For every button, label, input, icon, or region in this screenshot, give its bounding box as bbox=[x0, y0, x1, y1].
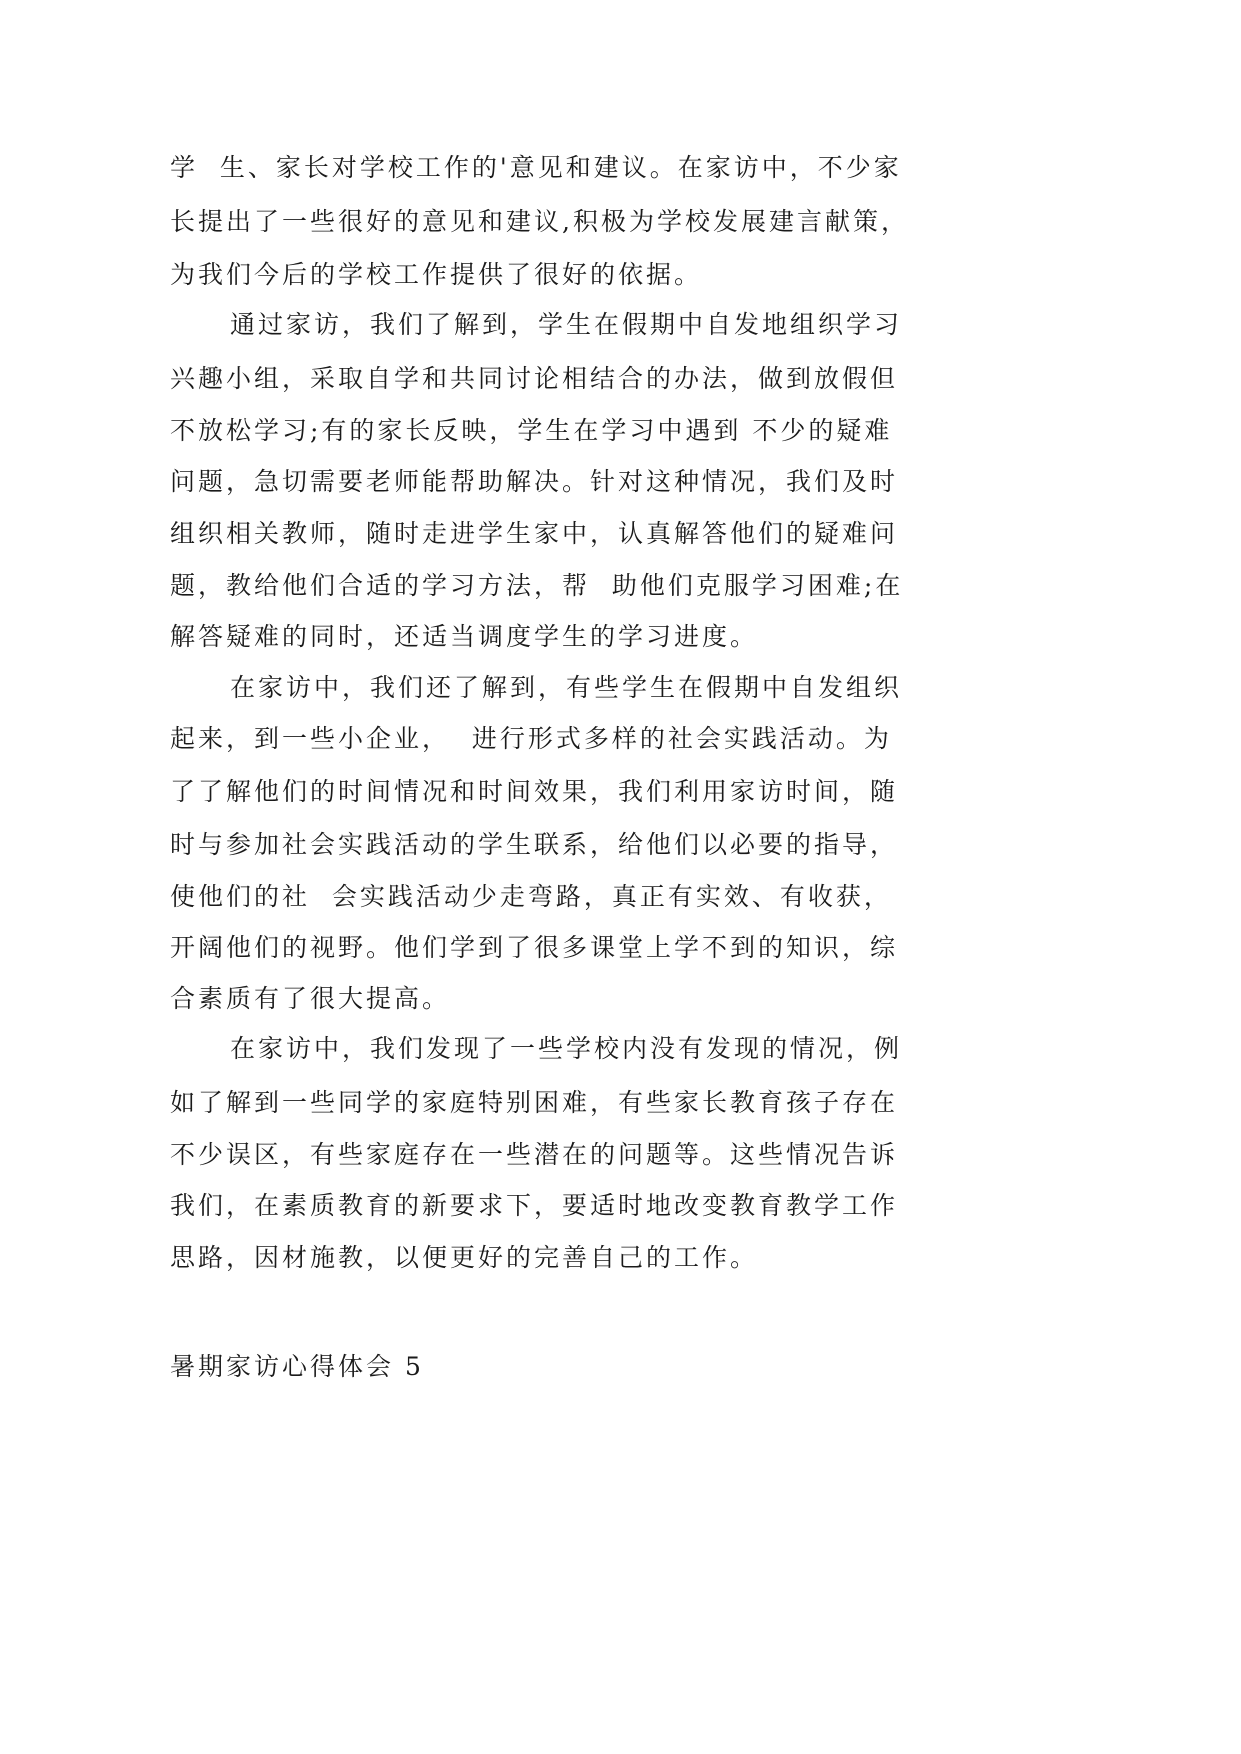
paragraph-line: 兴趣小组，采取自学和共同讨论相结合的办法，做到放假但 bbox=[170, 364, 899, 393]
section-heading: 暑期家访心得体会 5 bbox=[170, 1352, 424, 1381]
paragraph-line: 为我们今后的学校工作提供了很好的依据。 bbox=[170, 260, 703, 289]
paragraph-line: 在家访中，我们发现了一些学校内没有发现的情况，例 bbox=[230, 1034, 903, 1063]
paragraph-line: 通过家访，我们了解到，学生在假期中自发地组织学习 bbox=[230, 310, 903, 339]
paragraph-line: 解答疑难的同时，还适当调度学生的学习进度。 bbox=[170, 622, 759, 651]
paragraph-line: 起来，到一些小企业， 进行形式多样的社会实践活动。为 bbox=[170, 724, 892, 753]
paragraph-line: 了了解他们的时间情况和时间效果，我们利用家访时间，随 bbox=[170, 777, 899, 806]
paragraph-line: 思路，因材施教，以便更好的完善自己的工作。 bbox=[170, 1243, 759, 1272]
paragraph-line: 合素质有了很大提高。 bbox=[170, 984, 451, 1013]
paragraph-line: 学 生、家长对学校工作的'意见和建议。在家访中，不少家 bbox=[170, 153, 902, 182]
paragraph-line: 时与参加社会实践活动的学生联系，给他们以必要的指导， bbox=[170, 830, 899, 859]
paragraph-line: 在家访中，我们还了解到，有些学生在假期中自发组织 bbox=[230, 673, 903, 702]
paragraph-line: 组织相关教师，随时走进学生家中，认真解答他们的疑难问 bbox=[170, 519, 899, 548]
paragraph-line: 不少误区，有些家庭存在一些潜在的问题等。这些情况告诉 bbox=[170, 1140, 899, 1169]
paragraph-line: 不放松学习;有的家长反映，学生在学习中遇到 不少的疑难 bbox=[170, 416, 893, 445]
paragraph-line: 我们，在素质教育的新要求下，要适时地改变教育教学工作 bbox=[170, 1191, 899, 1220]
paragraph-line: 题，教给他们合适的学习方法，帮 助他们克服学习困难;在 bbox=[170, 571, 904, 600]
paragraph-line: 使他们的社 会实践活动少走弯路，真正有实效、有收获， bbox=[170, 882, 892, 911]
paragraph-line: 长提出了一些很好的意见和建议,积极为学校发展建言献策， bbox=[170, 207, 909, 236]
paragraph-line: 问题，急切需要老师能帮助解决。针对这种情况，我们及时 bbox=[170, 467, 899, 496]
paragraph-line: 开阔他们的视野。他们学到了很多课堂上学不到的知识，综 bbox=[170, 933, 899, 962]
paragraph-line: 如了解到一些同学的家庭特别困难，有些家长教育孩子存在 bbox=[170, 1088, 899, 1117]
